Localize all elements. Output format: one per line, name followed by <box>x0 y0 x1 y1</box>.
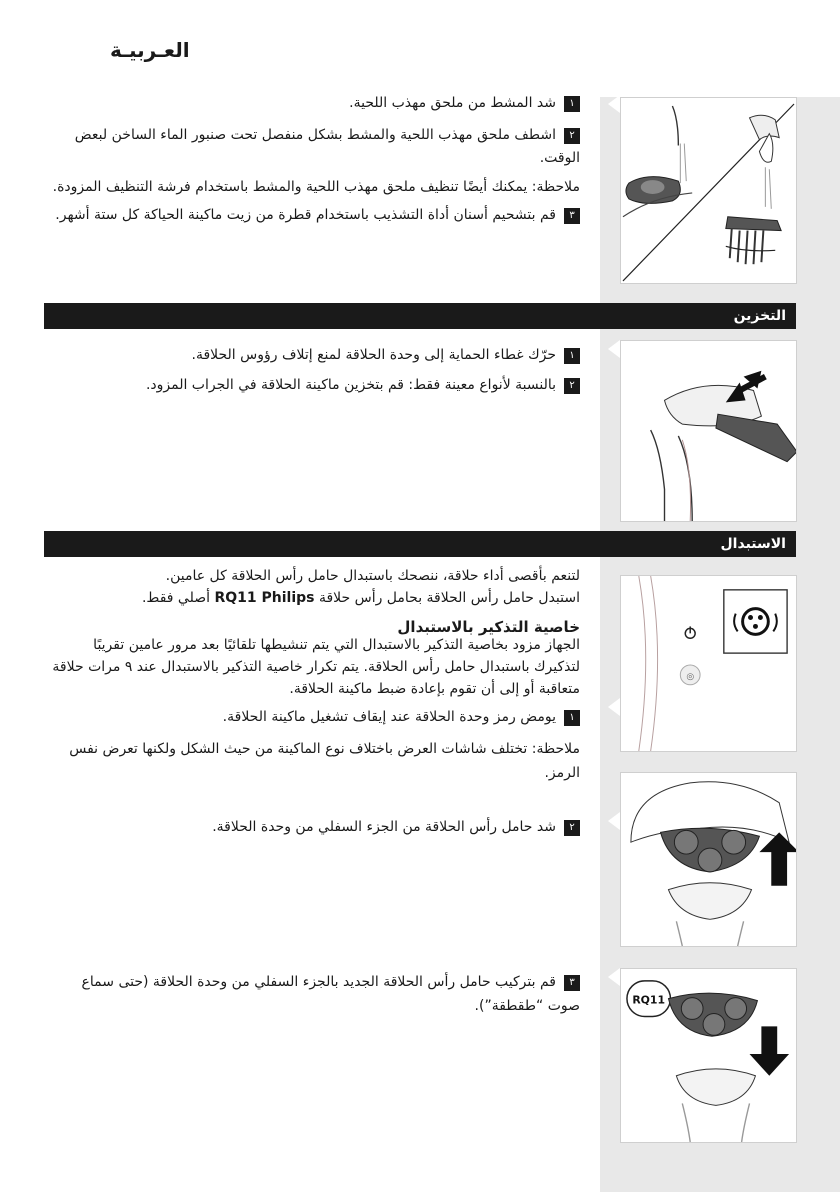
pointer <box>608 698 620 716</box>
storage-illustration <box>620 340 797 522</box>
replacement-intro-1: لتنعم بأقصى أداء حلاقة، ننصحك باستبدال حامل رأس الحلاقة كل عامين. <box>165 568 580 584</box>
replacement-step-1: ١يومض رمز وحدة الحلاقة عند إيقاف تشغيل ماكينة الحلاقة. <box>200 706 580 729</box>
attach-holder-illustration <box>621 969 796 1142</box>
shaver-cap-illustration <box>621 341 796 521</box>
reminder-text: الجهاز مزود بخاصية التذكير بالاستبدال التي يتم تنشيطها تلقائيًا بعد مرور عامين تقريبًا لتذكيرك باستبدال حامل رأس الحلاقة. يتم تكرار خاصية التذكير بالاستبدال عند ٩ مرات حلاقة متعاقبة أو إلى أن تقوم بإعادة ضبط ماكينة الحلاقة. <box>52 637 580 697</box>
display-symbol-illustration <box>621 576 796 751</box>
reminder-display-illustration <box>620 575 797 752</box>
pointer <box>608 968 620 986</box>
cleaning-step-1: ١شد المشط من ملحق مهذب اللحية. <box>300 92 580 115</box>
pointer <box>608 340 620 358</box>
rq11-label: RQ11 <box>632 993 666 1007</box>
pointer <box>608 95 620 113</box>
cleaning-step-3: ٣قم بتشحيم أسنان أداة التشذيب باستخدام قطرة من زيت ماكينة الحياكة كل ستة أشهر. <box>44 204 580 227</box>
cleaning-note: ملاحظة: يمكنك أيضًا تنظيف ملحق مهذب اللحية والمشط باستخدام فرشة التنظيف المزودة. <box>52 179 580 195</box>
cleaning-step-2: ٢اشطف ملحق مهذب اللحية والمشط بشكل منفصل تحت صنبور الماء الساخن لبعض الوقت. <box>74 127 580 166</box>
replacement-heading: الاستبدال <box>44 531 796 557</box>
model-number: RQ11 Philips <box>214 590 315 606</box>
svg-text:◎: ◎ <box>686 671 695 682</box>
remove-holder-illustration <box>620 772 797 947</box>
replacement-note: ملاحظة: تختلف شاشات العرض باختلاف نوع الماكينة من حيث الشكل ولكنها تعرض نفس الرمز. <box>69 741 580 781</box>
language-heading: العـربيـة <box>110 38 190 62</box>
replacement-step-3: ٣قم بتركيب حامل رأس الحلاقة الجديد بالجزء السفلي من وحدة الحلاقة (حتى سماع صوت “طقطقة”). <box>81 974 580 1014</box>
rinse-trimmer-illustration <box>621 98 796 283</box>
pointer <box>608 812 620 830</box>
insert-holder-illustration <box>620 968 797 1143</box>
storage-heading: التخزين <box>44 303 796 329</box>
cleaning-illustration <box>620 97 797 284</box>
storage-step-2: ٢بالنسبة لأنواع معينة فقط: قم بتخزين ماكينة الحلاقة في الجراب المزود. <box>120 374 580 397</box>
storage-step-1: ١حرّك غطاء الحماية إلى وحدة الحلاقة لمنع إتلاف رؤوس الحلاقة. <box>170 344 580 367</box>
replacement-intro-2: استبدل حامل رأس الحلاقة بحامل رأس حلاقة RQ11 Philips أصلي فقط. <box>141 590 580 606</box>
pull-holder-illustration <box>621 773 796 946</box>
replacement-step-2: ٢شد حامل رأس الحلاقة من الجزء السفلي من وحدة الحلاقة. <box>190 816 580 839</box>
reminder-title: خاصية التذكير بالاستبدال <box>397 618 580 636</box>
